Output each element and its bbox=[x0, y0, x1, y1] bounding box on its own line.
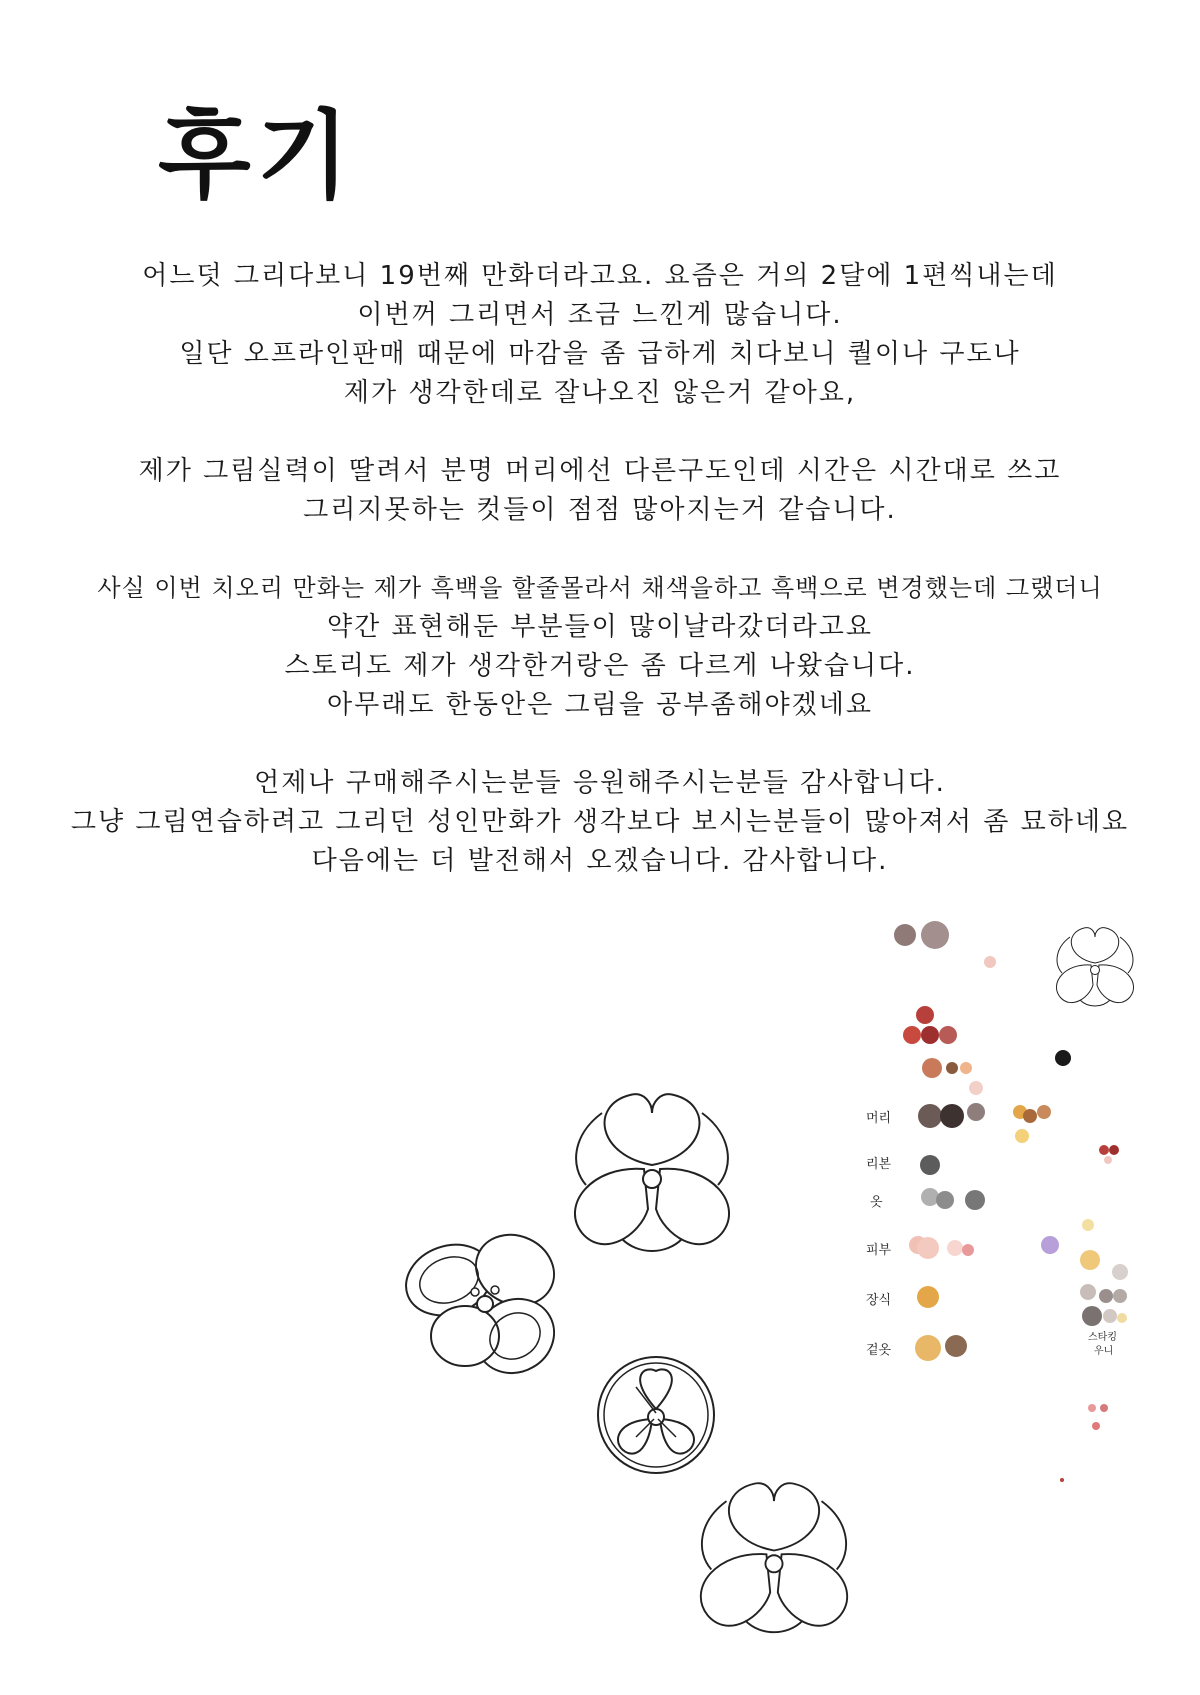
palette-side-note: 스타킹 bbox=[1088, 1332, 1117, 1343]
flower-crest-drawing bbox=[598, 1357, 714, 1473]
text-line: 어느덧 그리다보니 19번째 만화더라고요. 요즘은 거의 2달에 1편씩내는데 bbox=[142, 261, 1058, 291]
text-line: 제가 그림실력이 딸려서 분명 머리에선 다른구도인데 시간은 시간대로 쓰고 bbox=[138, 456, 1062, 486]
palette-labels bbox=[866, 1110, 1117, 1358]
palette-label-skin: 피부 bbox=[866, 1243, 892, 1258]
text-line: 다음에는 더 발전해서 오겠습니다. 감사합니다. bbox=[311, 846, 889, 876]
palette-side-note: 우니 bbox=[1094, 1346, 1114, 1357]
text-line: 언제나 구매해주시는분들 응원해주시는분들 감사합니다. bbox=[254, 768, 946, 798]
text-line: 스토리도 제가 생각한거랑은 좀 다르게 나왔습니다. bbox=[284, 651, 916, 681]
palette-label-hair: 머리 bbox=[866, 1111, 892, 1126]
flower-crest-drawing bbox=[1056, 928, 1133, 1006]
text-line: 그리지못하는 컷들이 점점 많아지는거 같습니다. bbox=[303, 495, 897, 525]
text-line: 그냥 그림연습하려고 그리던 성인만화가 생각보다 보시는분들이 많아져서 좀 묘하네요 bbox=[70, 807, 1130, 837]
color-palette bbox=[894, 921, 1128, 1482]
text-line: 사실 이번 치오리 만화는 제가 흑백을 할줄몰라서 채색을하고 흑백으로 변경했는데 그랬더니 bbox=[97, 574, 1103, 602]
flower-crest-drawing bbox=[701, 1483, 847, 1632]
palette-label-outerwear: 겉옷 bbox=[866, 1343, 892, 1358]
text-line: 일단 오프라인판매 때문에 마감을 좀 급하게 치다보니 퀄이나 구도나 bbox=[179, 339, 1021, 369]
text-line: 이번꺼 그리면서 조금 느낀게 많습니다. bbox=[357, 300, 843, 330]
text-line: 제가 생각한데로 잘나오진 않은거 같아요, bbox=[343, 378, 857, 408]
palette-label-clothes: 옷 bbox=[870, 1195, 883, 1210]
flower-crest-drawing bbox=[396, 1222, 568, 1387]
text-line: 약간 표현해둔 부분들이 많이날라갔더라고요 bbox=[327, 612, 873, 642]
flower-crest-drawing bbox=[575, 1094, 729, 1251]
text-line: 아무래도 한동안은 그림을 공부좀해야겠네요 bbox=[327, 690, 873, 720]
page-title: 후기 bbox=[158, 100, 356, 212]
palette-label-ribbon: 리본 bbox=[866, 1157, 892, 1172]
palette-label-accessory: 장식 bbox=[866, 1293, 892, 1308]
